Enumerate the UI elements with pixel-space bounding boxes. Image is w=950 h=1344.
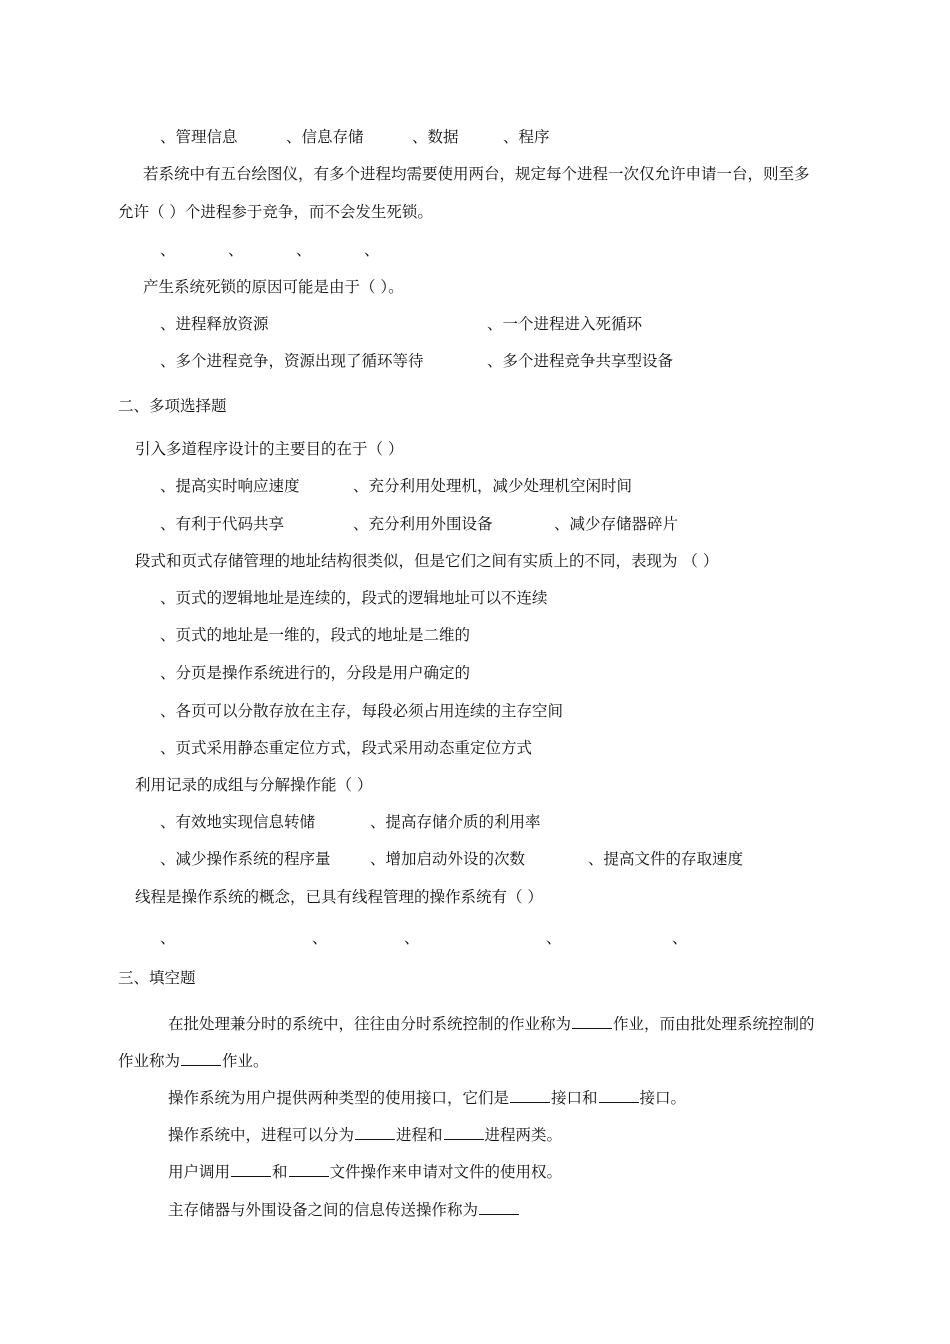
option-b: 、一个进程进入死循环 <box>487 315 643 333</box>
option-a: 、页式的逻辑地址是连续的，段式的逻辑地址可以不连续 <box>160 589 548 607</box>
answer-blank[interactable] <box>479 1199 519 1215</box>
option-b: 、提高存储介质的利用率 <box>370 813 541 831</box>
option-e: 、页式采用静态重定位方式，段式采用动态重定位方式 <box>160 739 533 757</box>
answer-blank[interactable] <box>572 1013 612 1029</box>
answer-blank[interactable] <box>444 1124 484 1140</box>
fill-question-2: 操作系统为用户提供两种类型的使用接口，它们是 接口和 接口。 <box>168 1089 687 1107</box>
fill-question-5: 主存储器与外围设备之间的信息传送操作称为 <box>168 1199 520 1220</box>
option-a: 、提高实时响应速度 <box>160 477 300 495</box>
option-d: 、 <box>546 929 562 947</box>
fill-question-3: 操作系统中，进程可以分为 进程和 进程两类。 <box>168 1126 563 1144</box>
answer-blank[interactable] <box>289 1161 329 1177</box>
option-a: 、有效地实现信息转储 <box>160 813 316 831</box>
option-e: 、减少存储器碎片 <box>554 515 679 533</box>
option-c: 、数据 <box>412 128 459 146</box>
option-d: 、充分利用外围设备 <box>353 515 493 533</box>
answer-blank[interactable] <box>510 1087 550 1103</box>
fill-question-1-cont: 作业称为 作业。 <box>118 1052 269 1070</box>
answer-blank[interactable] <box>599 1087 639 1103</box>
option-b: 、 <box>228 241 244 259</box>
fill-question-4: 用户调用 和 文件操作来申请对文件的使用权。 <box>168 1163 563 1181</box>
option-a: 、 <box>160 241 176 259</box>
answer-blank[interactable] <box>231 1161 271 1177</box>
section-heading: 三、填空题 <box>118 969 196 987</box>
option-a: 、 <box>160 929 176 947</box>
question-stem-cont: 允许（ ）个进程参于竞争，而不会发生死锁。 <box>118 203 433 221</box>
option-b: 、信息存储 <box>286 128 364 146</box>
answer-blank[interactable] <box>355 1124 395 1140</box>
option-d: 、 <box>364 241 380 259</box>
question-stem: 段式和页式存储管理的地址结构很类似，但是它们之间有实质上的不同，表现为 （ ） <box>135 552 719 570</box>
question-stem: 产生系统死锁的原因可能是由于（ ）。 <box>143 278 404 296</box>
option-d: 、增加启动外设的次数 <box>370 850 526 868</box>
option-e: 、 <box>672 929 688 947</box>
question-stem: 线程是操作系统的概念，已具有线程管理的操作系统有（ ） <box>135 888 543 906</box>
option-c: 、 <box>404 929 420 947</box>
option-b: 、 <box>312 929 328 947</box>
option-d: 、各页可以分散存放在主存，每段必须占用连续的主存空间 <box>160 702 564 720</box>
section-heading: 二、多项选择题 <box>118 397 227 415</box>
option-c: 、多个进程竞争，资源出现了循环等待 <box>160 352 424 370</box>
option-a: 、进程释放资源 <box>160 315 269 333</box>
option-d: 、程序 <box>503 128 550 146</box>
question-stem: 若系统中有五台绘图仪，有多个进程均需要使用两台，规定每个进程一次仅允许申请一台，则至多 <box>143 165 810 183</box>
option-c: 、分页是操作系统进行的，分段是用户确定的 <box>160 664 471 682</box>
option-c: 、有利于代码共享 <box>160 515 285 533</box>
question-stem: 利用记录的成组与分解操作能（ ） <box>135 776 373 794</box>
option-c: 、减少操作系统的程序量 <box>160 850 331 868</box>
option-b: 、充分利用处理机，减少处理机空闲时间 <box>353 477 633 495</box>
option-c: 、 <box>296 241 312 259</box>
option-b: 、页式的地址是一维的，段式的地址是二维的 <box>160 626 471 644</box>
fill-question-1: 在批处理兼分时的系统中，往往由分时系统控制的作业称为 作业，而由批处理系统控制的 <box>168 1015 815 1033</box>
question-stem: 引入多道程序设计的主要目的在于（ ） <box>135 440 404 458</box>
option-a: 、管理信息 <box>160 128 238 146</box>
answer-blank[interactable] <box>181 1050 221 1066</box>
option-d: 、多个进程竞争共享型设备 <box>487 352 674 370</box>
option-e: 、提高文件的存取速度 <box>588 850 744 868</box>
